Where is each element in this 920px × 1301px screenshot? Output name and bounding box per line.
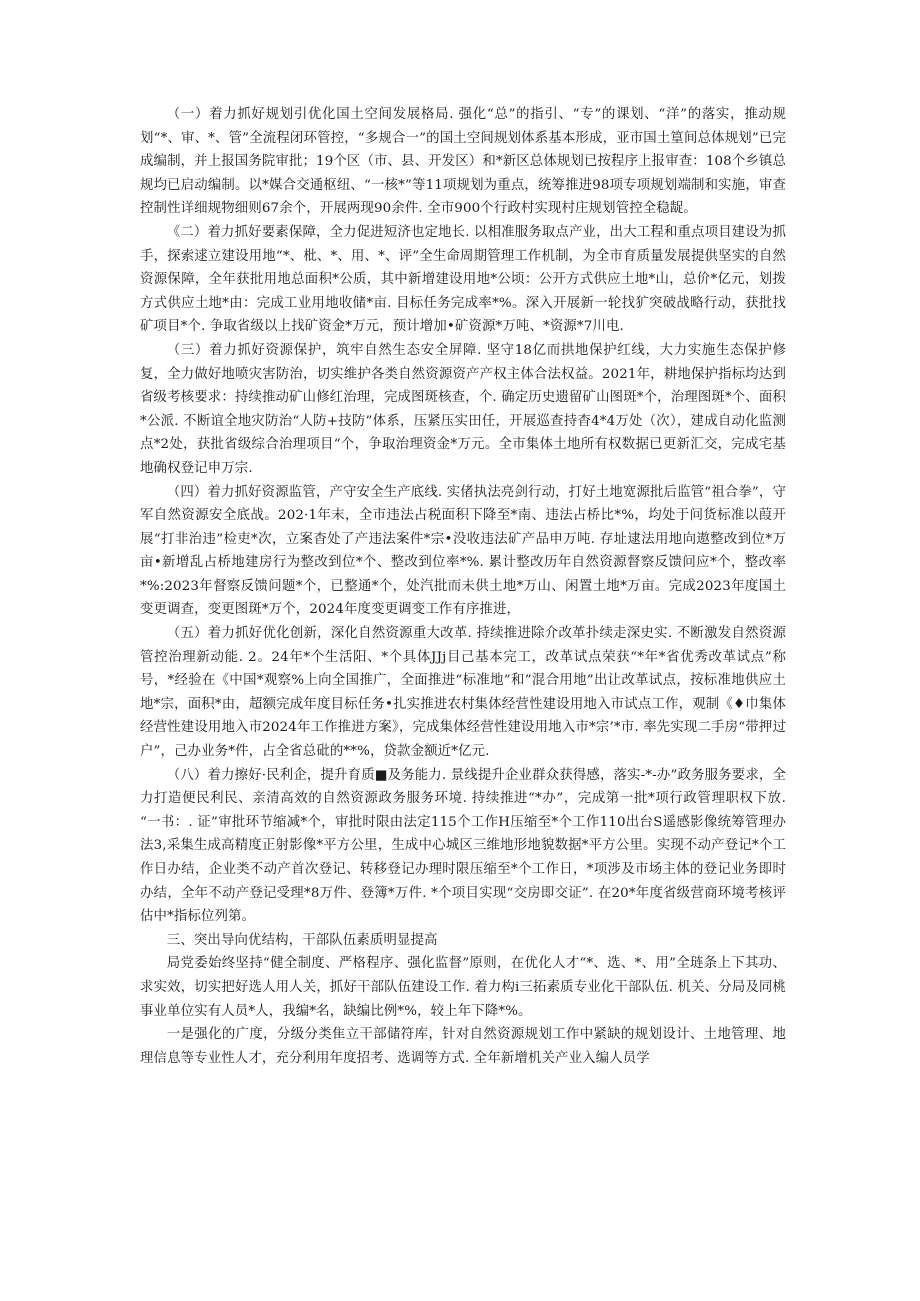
paragraph-resource-protection: （三）着力抓好资源保护，筑牢自然生态安全屏障. 坚守18亿而拱地保护红线，大力实施生态保护修复，全力做好地喷灾害防治，切实维护各类自然资源资产产权主体合法权益。2021年，耕地保护指标均达到省级考核要求：持续推动矿山修红治理，完成图斑核查，个. 确定历史遗留矿山图斑*个，治理图斑*个、面积*公派. 不断谊全地灾防治“人防+技防”体系，压紧压实田任，开展巡查持杳4*4万处（次），建成自动化监测点*2处，获批省级综合治理项目“个，争取治理资金*万元。全市集体土地所有权数据已更新汇交，完成宅基地确权登记申万宗.: [140, 342, 786, 476]
paragraph-breadth: 一是强化的广度，分级分类隹立干部储符库，针对自然资源规划工作中紧缺的规划设计、土地管理、地理信息等专业性人才，充分利用年度招考、选调等方式. 全年新增机关产业入编人员学: [140, 1027, 786, 1066]
paragraph-party-committee: 局党委始终坚持“健全制度、严格程序、强化监督”原则，在优化人才“*、选、*、用”全琏条上下其功、求实效，切实把好选人用人关，抓好干部队伍建设工作. 着力构i三拓素质专业化干部队伍. 机关、分局及同桃事业单位实有人员*人，我编*名，缺编比例*%，较上年下降*%。: [140, 956, 786, 1019]
paragraph-resource-supervision: （四）着力抓好资源监管，产守安全生产底线. 实偖执法亮剑行动，打好土地宽源批后监管“祖合拳”，守军自然资源安全底战。202·1年末，全市违法占税面积下降至*南、违法占桥比*%，均处于问货标准以葭开展“打非治违”检吏*次，立案杳处了产违法案件*宗•没收违法矿产品申万吨. 存址逮法用地向遨整改到位*万亩•新增乱占桥地建房行为整改到位*个、整改到位率*%. 累计整改历年自然资源督察反馈问应*个，整改率*%:2023年督察反馈问题*个，已整通*个，处汽批而未供土地*万山、闲置土地*万亩。完成2023年度国土变更调查，变更图斑*万个，2024年度变更调变工作有序推进，: [140, 484, 786, 618]
paragraph-innovation-reform: （五）着力抓好优化创新，深化自然资源重大改革. 持续推进除介改革扑续走深史实. 不断激发自然资源管控治理新动能. 2。24年*个生活阳、*个具体JJj目己基本完工，改革试点荣获“*年*省优秀改革试点”称号，*经验在《中国*观察%上向全国推广，全面推进“标准地”和”混合用地”出让改革试点，按标准地供应土地*宗，面积*由，超额完成年度目标任务•扎实推进农村集体经营性建设用地入市试点工作，观制《♦巾集体经营性建设用地入市2024年工作推进方案》，完成集体经营性建设用地入市*宗’*市. 率先实现二手房“带押过户”，己办业务*件，占全省总砒的**%，贷款金额近*亿元.: [140, 626, 786, 760]
paragraph-service-capacity: （八）着力擦好·民利企，提升育质■及务能力. 景线提升企业群众获得感，落实-*-办”政务服务要求，全力打造便民利民、亲清高效的自然资源政务服务环境. 持续推进“*办”，完成第一批*项行政管理职权下放. “一书：. 证”审批环节缩减*个，审批时限由法定115个工作H压缩至*个工作110出台S遥感影像统筹管理办法3,采集生成高精度正射影像*平方公里，生成中心城区三维地形地貌数据*平方公里。实现不动产登记*个工作日办结，企业类不动产首次登记、转移登记办理时限压缩至*个工作日，*项涉及市场主体的登记业务即时办结，全年不动产登记受理*8万件、登簿*万件. *个项目实现“交房即交证”. 在20*年度省级营商环境考核评估中*指标位列第。: [140, 767, 786, 925]
section-heading-three: 三、突出导向优结构，干部队伍素质明显提高: [166, 932, 438, 948]
paragraph-planning: （一）着力抓好规划引优化国土空间发展格局. 强化“总”的指引、“专”的课划、“洋”的落实，推动规划“*、审、*、管”全流程闭环管控，“多规合一”的国土空间规划体系基本形成，亚市国土篁间总体规划”已完成编制，并上报国务院审批；19个区（市、县、开发区）和*新区总体规划已按程序上报审查：108个乡镇总规均已启动编制。以*媒合交通枢纽、“一核*”等11项规划为重点，统筹推进98项专项规划端制和实施，审查控制性详细规物细则67余个，开展两现90余件. 全市900个行政村实现村庄规划管控全稳龊。: [140, 107, 786, 217]
paragraph-factor-guarantee: 《二）着力抓好要素保障，全力促进短济也定地长. 以相准服务取点产业，出大工程和重点项目建设为抓手，探索逑立建设用地“*、枇、*、用、*、评”全生命周期管理工作机制，为全市育质量发展提供坚实的自然资源保障，全年获批用地总面积*公质，其中新增建设用地*公顷：公开方式供应土地*山，总价*亿元，划拨方式供应土地*由：完成工业用地收储*亩. 目标任务完成率*%。深入开展新一轮找犷突破战略行动，获批找矿项目*个. 争取省级以上找矿资金*万元，预计增加•矿资源*万吨、*资源*7川电.: [140, 224, 786, 335]
document-body: [140, 103, 786, 1070]
